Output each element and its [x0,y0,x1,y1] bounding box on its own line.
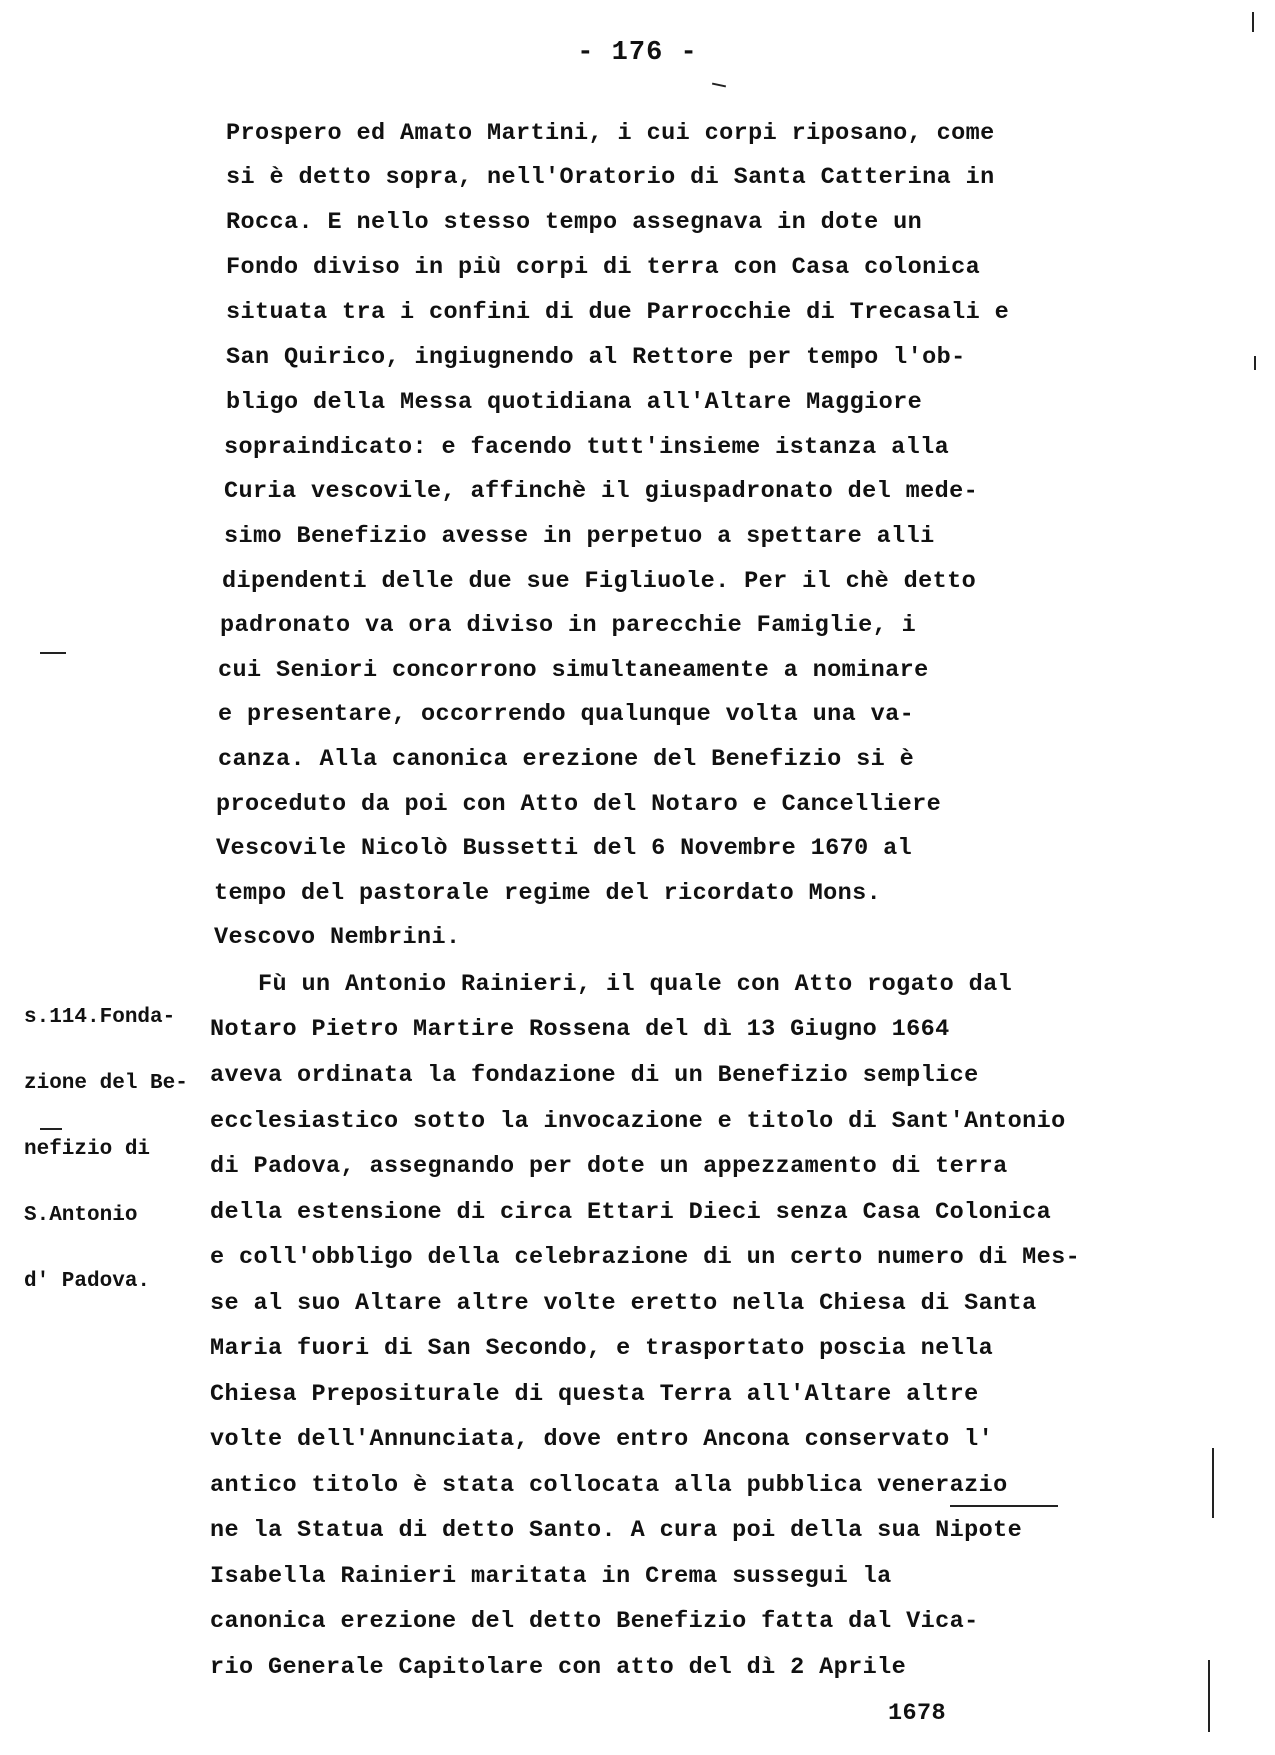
margin-note-line: s.114.Fonda- [24,1006,176,1029]
text-line: Rocca. E nello stesso tempo assegnava in dote un [226,209,923,236]
margin-note-line: S.Antonio [24,1204,138,1227]
text-line: rio Generale Capitolare con atto del dì 2 Aprile [210,1654,907,1681]
text-line: e coll'obbligo della celebrazione di un certo numero di Mes- [210,1244,1081,1271]
underline-mark [950,1505,1058,1507]
text-line: antico titolo è stata collocata alla pubblica venerazio [210,1472,1008,1499]
text-line: Vescovo Nembrini. [214,924,461,951]
text-line: ne la Statua di detto Santo. A cura poi della sua Nipote [210,1517,1023,1544]
scan-mark [1252,12,1254,32]
text-line: della estensione di circa Ettari Dieci senza Casa Colonica [210,1199,1052,1226]
text-line: di Padova, assegnando per dote un appezzamento di terra [210,1153,1008,1180]
text-line: canza. Alla canonica erezione del Benefizio si è [218,746,915,773]
text-line: tempo del pastorale regime del ricordato Mons. [214,880,882,907]
text-line: se al suo Altare altre volte eretto nella Chiesa di Santa [210,1290,1037,1317]
text-line: proceduto da poi con Atto del Notaro e Cancelliere [216,791,942,818]
margin-note-line: d' Padova. [24,1270,151,1293]
text-line: Notaro Pietro Martire Rossena del dì 13 Giugno 1664 [210,1016,950,1043]
text-line: sopraindicato: e facendo tutt'insieme istanza alla [224,434,950,461]
scan-mark [1208,1660,1210,1732]
text-line: Isabella Rainieri maritata in Crema sussegui la [210,1563,892,1590]
text-line: 1678 [888,1700,947,1727]
text-line: Chiesa Prepositurale di questa Terra all'Altare altre [210,1381,979,1408]
text-line: Prospero ed Amato Martini, i cui corpi riposano, come [226,120,995,147]
text-line: Fù un Antonio Rainieri, il quale con Atto rogato dal [258,971,1013,998]
margin-note-line: zione del Be- [24,1072,188,1095]
text-line: ecclesiastico sotto la invocazione e titolo di Sant'Antonio [210,1108,1066,1135]
text-line: simo Benefizio avesse in perpetuo a spettare alli [224,523,935,550]
text-line: San Quirico, ingiugnendo al Rettore per tempo l'ob- [226,344,966,371]
text-line: Maria fuori di San Secondo, e trasportato poscia nella [210,1335,994,1362]
text-line: aveva ordinata la fondazione di un Benefizio semplice [210,1062,979,1089]
text-line: situata tra i confini di due Parrocchie di Trecasali e [226,299,1010,326]
page-number: - 176 - [577,38,698,68]
scan-mark [40,1128,62,1130]
text-line: dipendenti delle due sue Figliuole. Per il chè detto [222,568,977,595]
text-line: Vescovile Nicolò Bussetti del 6 Novembre 1670 al [216,835,913,862]
scan-mark [1212,1448,1214,1518]
text-line: cui Seniori concorrono simultaneamente a nominare [218,657,929,684]
scan-mark [40,652,66,654]
text-line: volte dell'Annunciata, dove entro Ancona conservato l' [210,1426,994,1453]
scan-mark [1254,356,1256,370]
text-line: Fondo diviso in più corpi di terra con Casa colonica [226,254,981,281]
text-line: si è detto sopra, nell'Oratorio di Santa Catterina in [226,164,995,191]
text-line: canonica erezione del detto Benefizio fatta dal Vica- [210,1608,979,1635]
text-line: padronato va ora diviso in parecchie Famiglie, i [220,612,917,639]
text-line: bligo della Messa quotidiana all'Altare Maggiore [226,389,923,416]
margin-note-line: nefizio di [24,1138,151,1161]
text-line: Curia vescovile, affinchè il giuspadronato del mede- [224,478,979,505]
margin-note [24,963,224,1337]
page-number-tick [712,83,726,88]
text-line: e presentare, occorrendo qualunque volta una va- [218,701,915,728]
